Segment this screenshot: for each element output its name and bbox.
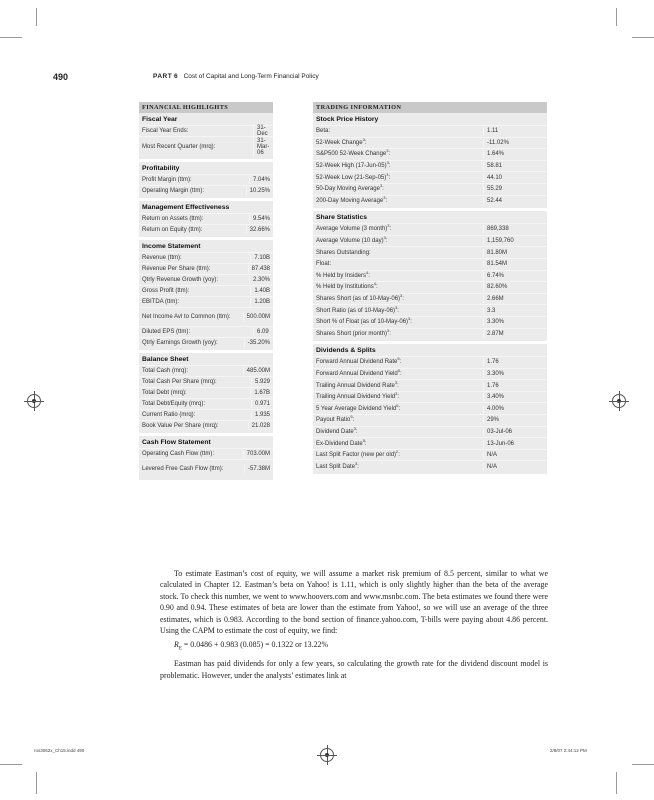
row-label: Shares Short (as of 10-May-06)$^3$: [316, 293, 404, 303]
row-label: Total Cash (mrq): [142, 368, 189, 374]
row-value: 58.81 [483, 162, 547, 170]
table-row [313, 148, 547, 160]
trim-mark [632, 37, 654, 38]
table-row [313, 293, 547, 305]
trading-information-panel [313, 102, 547, 474]
row-value: 32.66% [246, 226, 273, 234]
row-value: 1,159,760 [483, 237, 547, 245]
row-value: 6.74% [483, 272, 547, 280]
row-label: Qtrly Earnings Growth (yoy): [142, 340, 218, 346]
table-row [313, 125, 547, 137]
profitability-section [139, 162, 273, 198]
registration-mark-icon [27, 394, 41, 408]
table-row [139, 296, 273, 307]
table-row [139, 185, 273, 196]
trim-mark [0, 37, 22, 38]
row-value: 2.66M [483, 295, 547, 303]
row-label: % Held by Insiders$^4$: [316, 269, 370, 279]
row-value: 29% [483, 416, 547, 424]
trim-mark [0, 764, 22, 765]
income-statement-section [139, 240, 273, 350]
row-value: 500.00M [243, 313, 273, 321]
row-label: Total Debt/Equity (mrq): [142, 401, 206, 407]
table-row [313, 402, 547, 414]
row-label: Fiscal Year Ends: [142, 128, 189, 134]
row-value: 3.40% [483, 393, 547, 401]
row-value: 82.60% [483, 283, 547, 291]
section-heading: Fiscal Year [142, 116, 178, 123]
registration-mark-icon [612, 394, 626, 408]
balance-sheet-section [139, 353, 273, 433]
row-value: 31-Mar-06 [253, 137, 273, 157]
row-label: 52-Week Change$^3$: [316, 136, 367, 146]
table-row [313, 414, 547, 426]
row-value: 3.30% [483, 370, 547, 378]
table-row [313, 281, 547, 293]
row-value: 31-Dec [253, 124, 273, 138]
row-value: 6.09 [253, 328, 273, 336]
row-value: 869,338 [483, 225, 547, 233]
table-row [139, 387, 273, 398]
financial-highlights-title: FINANCIAL HIGHLIGHTS [139, 102, 273, 113]
row-label: Float: [316, 261, 332, 268]
row-value: 1.67B [250, 389, 273, 397]
row-label: Beta: [316, 128, 331, 135]
row-value: -35.20% [244, 339, 273, 347]
row-label: Dividend Date$^3$: [316, 425, 358, 435]
trim-mark [36, 8, 37, 26]
row-label: Revenue Per Share (ttm): [142, 266, 211, 272]
table-row [139, 337, 273, 348]
row-label: Levered Free Cash Flow (ttm): [142, 466, 224, 472]
table-row [313, 437, 547, 449]
row-label: EBITDA (ttm): [142, 299, 180, 305]
row-label: Return on Equity (ttm): [142, 227, 203, 233]
row-value: 7.04% [249, 176, 273, 184]
row-label: Trailing Annual Dividend Rate$^3$: [316, 379, 399, 389]
row-value: 1.11 [483, 127, 547, 135]
table-row [313, 316, 547, 328]
table-row [313, 391, 547, 403]
trading-information-title: TRADING INFORMATION [313, 102, 547, 113]
trim-mark [632, 764, 654, 765]
row-label: Last Split Factor (new per old)$^2$: [316, 449, 400, 459]
table-row [139, 224, 273, 235]
section-heading: Cash Flow Statement [142, 439, 211, 446]
table-row [139, 376, 273, 387]
footer-file-slug: ros3062x_Ch15.indd 490 [34, 748, 85, 753]
table-row [139, 252, 273, 263]
running-header [153, 73, 319, 80]
row-value: 1.76 [483, 358, 547, 366]
section-heading: Dividends & Splits [316, 347, 376, 355]
table-row [139, 409, 273, 420]
section-heading: Stock Price History [316, 116, 379, 123]
row-value: N/A [483, 451, 547, 459]
table-row [313, 137, 547, 149]
row-label: Revenue (ttm): [142, 255, 182, 261]
table-row [313, 304, 547, 316]
row-value: 03-Jul-06 [483, 428, 547, 436]
management-effectiveness-section [139, 201, 273, 237]
table-row [139, 398, 273, 409]
body-text [160, 568, 548, 681]
table-row [139, 125, 273, 136]
table-row [313, 449, 547, 461]
row-value: 2.30% [249, 276, 273, 284]
table-row [139, 448, 273, 459]
row-label: Profit Margin (ttm): [142, 177, 192, 183]
table-row [139, 365, 273, 376]
row-value: 3.3 [483, 307, 547, 315]
row-value: 1.64% [483, 150, 547, 158]
row-label: Total Debt (mrq): [142, 390, 187, 396]
row-value: 81.54M [483, 260, 547, 268]
row-label: Forward Annual Dividend Yield$^5$: [316, 367, 402, 377]
row-label: S&P500 52-Week Change$^3$: [316, 148, 391, 158]
row-value: 7.10B [250, 254, 273, 262]
section-heading: Management Effectiveness [142, 204, 230, 211]
table-row [139, 420, 273, 431]
section-heading: Profitability [142, 165, 180, 172]
row-value: 87.438 [248, 265, 273, 273]
section-heading: Balance Sheet [142, 356, 189, 363]
table-row [313, 368, 547, 380]
fiscal-year-section [139, 113, 273, 159]
row-label: Most Recent Quarter (mrq): [142, 144, 216, 150]
row-value: 1.76 [483, 382, 547, 390]
row-value: 10.25% [246, 187, 273, 195]
table-row [313, 258, 547, 270]
table-row [139, 285, 273, 296]
footer-timestamp: 2/8/07 2:44:12 PM [550, 748, 587, 753]
row-label: Total Cash Per Share (mrq): [142, 379, 217, 385]
table-row [139, 213, 273, 224]
table-row [139, 263, 273, 274]
row-value: 44.10 [483, 174, 547, 182]
table-row [313, 235, 547, 247]
table-row [313, 328, 547, 340]
row-label: Shares Outstanding: [316, 249, 371, 256]
table-row [313, 426, 547, 438]
row-value: -57.38M [244, 465, 273, 473]
table-row [139, 459, 273, 478]
row-label: 52-Week Low $(21-Sep-05)^3$: [316, 171, 391, 181]
row-label: Forward Annual Dividend Rate$^5$: [316, 356, 402, 366]
part-number: 6 [174, 73, 179, 80]
row-value: 13-Jun-06 [483, 440, 547, 448]
row-label: Last Split Date$^3$: [316, 460, 359, 470]
row-value: 485.00M [243, 367, 273, 375]
table-row [313, 379, 547, 391]
share-statistics-section [313, 211, 547, 341]
row-label: Average Volume (3 month)$^3$: [316, 223, 392, 233]
row-value: N/A [483, 463, 547, 471]
row-value: 1.935 [251, 411, 273, 419]
table-row [313, 183, 547, 195]
row-label: Book Value Per Share (mrq): [142, 423, 219, 429]
row-label: Average Volume (10 day)$^3$: [316, 235, 388, 245]
table-row [313, 246, 547, 258]
row-value: -11.02% [483, 139, 547, 147]
row-value: 703.00M [243, 450, 273, 458]
row-value: 5.929 [251, 378, 273, 386]
dividends-splits-section [313, 344, 547, 474]
row-label: Shares Short (prior month)$^3$: [316, 327, 391, 337]
row-value: 9.54% [249, 215, 273, 223]
row-label: 52-Week High $(17-Jun-05)^3$: [316, 160, 391, 170]
table-row [313, 356, 547, 368]
cash-flow-statement-section [139, 436, 273, 480]
table-row [313, 223, 547, 235]
row-label: Trailing Annual Dividend Yield$^3$: [316, 391, 400, 401]
row-label: Current Ratio (mrq): [142, 412, 196, 418]
row-label: Net Income Avl to Common (ttm): [142, 314, 231, 320]
row-label: Qtrly Revenue Growth (yoy): [142, 277, 219, 283]
row-label: Operating Margin (ttm): [142, 188, 205, 194]
row-value: 55.29 [483, 185, 547, 193]
table-row [313, 270, 547, 282]
page-number: 490 [53, 72, 69, 82]
table-row [313, 160, 547, 172]
row-label: 200-Day Moving Average$^3$: [316, 194, 388, 204]
capm-equation: $R_E = 0.0486 + 0.983$ (0.085) = 0.1322 or 13.22% [174, 640, 329, 653]
row-value: 4.00% [483, 405, 547, 413]
trim-mark [616, 8, 617, 26]
part-title: Cost of Capital and Long-Term Financial Policy [183, 73, 319, 80]
paragraph: Eastman has paid dividends for only a few years, so calculating the growth rate for the dividend discount model is problematic. However, under the analysts’ estimates link at [160, 659, 548, 680]
table-row [139, 326, 273, 337]
trim-mark [36, 772, 37, 794]
row-label: Short Ratio (as of 10-May-06)$^3$: [316, 304, 399, 314]
trim-mark [616, 772, 617, 794]
registration-mark-icon [320, 748, 334, 762]
table-row [139, 274, 273, 285]
table-row [139, 174, 273, 185]
row-value: 0.971 [251, 400, 273, 408]
table-row [139, 307, 273, 326]
table-row [313, 195, 547, 207]
row-value: 21.028 [248, 422, 273, 430]
row-label: Short % of Float (as of 10-May-06)$^3$: [316, 316, 412, 326]
section-heading: Share Statistics [316, 214, 367, 222]
row-label: % Held by Institutions$^4$: [316, 281, 378, 291]
row-label: 5 Year Average Dividend Yield$^6$: [316, 402, 401, 412]
row-label: Operating Cash Flow (ttm): [142, 451, 215, 457]
stock-price-history-section [313, 113, 547, 208]
row-value: 1.40B [250, 287, 273, 295]
table-row [313, 171, 547, 183]
row-value: 2.87M [483, 330, 547, 338]
financial-highlights-panel [139, 102, 273, 480]
row-label: Diluted EPS (ttm): [142, 329, 191, 335]
row-value: 1.20B [250, 298, 273, 306]
table-row [139, 136, 273, 157]
table-row [313, 460, 547, 472]
row-value: 81.80M [483, 249, 547, 257]
section-heading: Income Statement [142, 243, 201, 250]
row-label: Return on Assets (ttm): [142, 216, 204, 222]
row-value: 3.30% [483, 318, 547, 326]
row-label: Gross Profit (ttm): [142, 288, 190, 294]
part-label: PART [153, 73, 173, 80]
row-label: 50-Day Moving Average$^3$: [316, 183, 384, 193]
row-label: Ex-Dividend Date$^5$: [316, 437, 367, 447]
paragraph: To estimate Eastman’s cost of equity, we will assume a market risk premium of 8.5 percent, similar to what we calculated in Chapter 12. Eastman’s beta on Yahoo! is 1.11, which is only slightly higher than the beta of the average stock. To check this number, we went to www.hoovers.com and www.msnbc.com. The beta estimates we found there were 0.90 and 0.94. These estimates of beta are lower than the estimate from Yahoo!, so we will use an average of the three estimates, which is 0.983. According to the bond section of finance.yahoo.com, T-bills were paying about 4.86 percent. Using the CAPM to estimate the cost of equity, we find: [160, 569, 548, 636]
row-label: Payout Ratio$^5$: [316, 414, 355, 424]
row-value: 52.44 [483, 197, 547, 205]
